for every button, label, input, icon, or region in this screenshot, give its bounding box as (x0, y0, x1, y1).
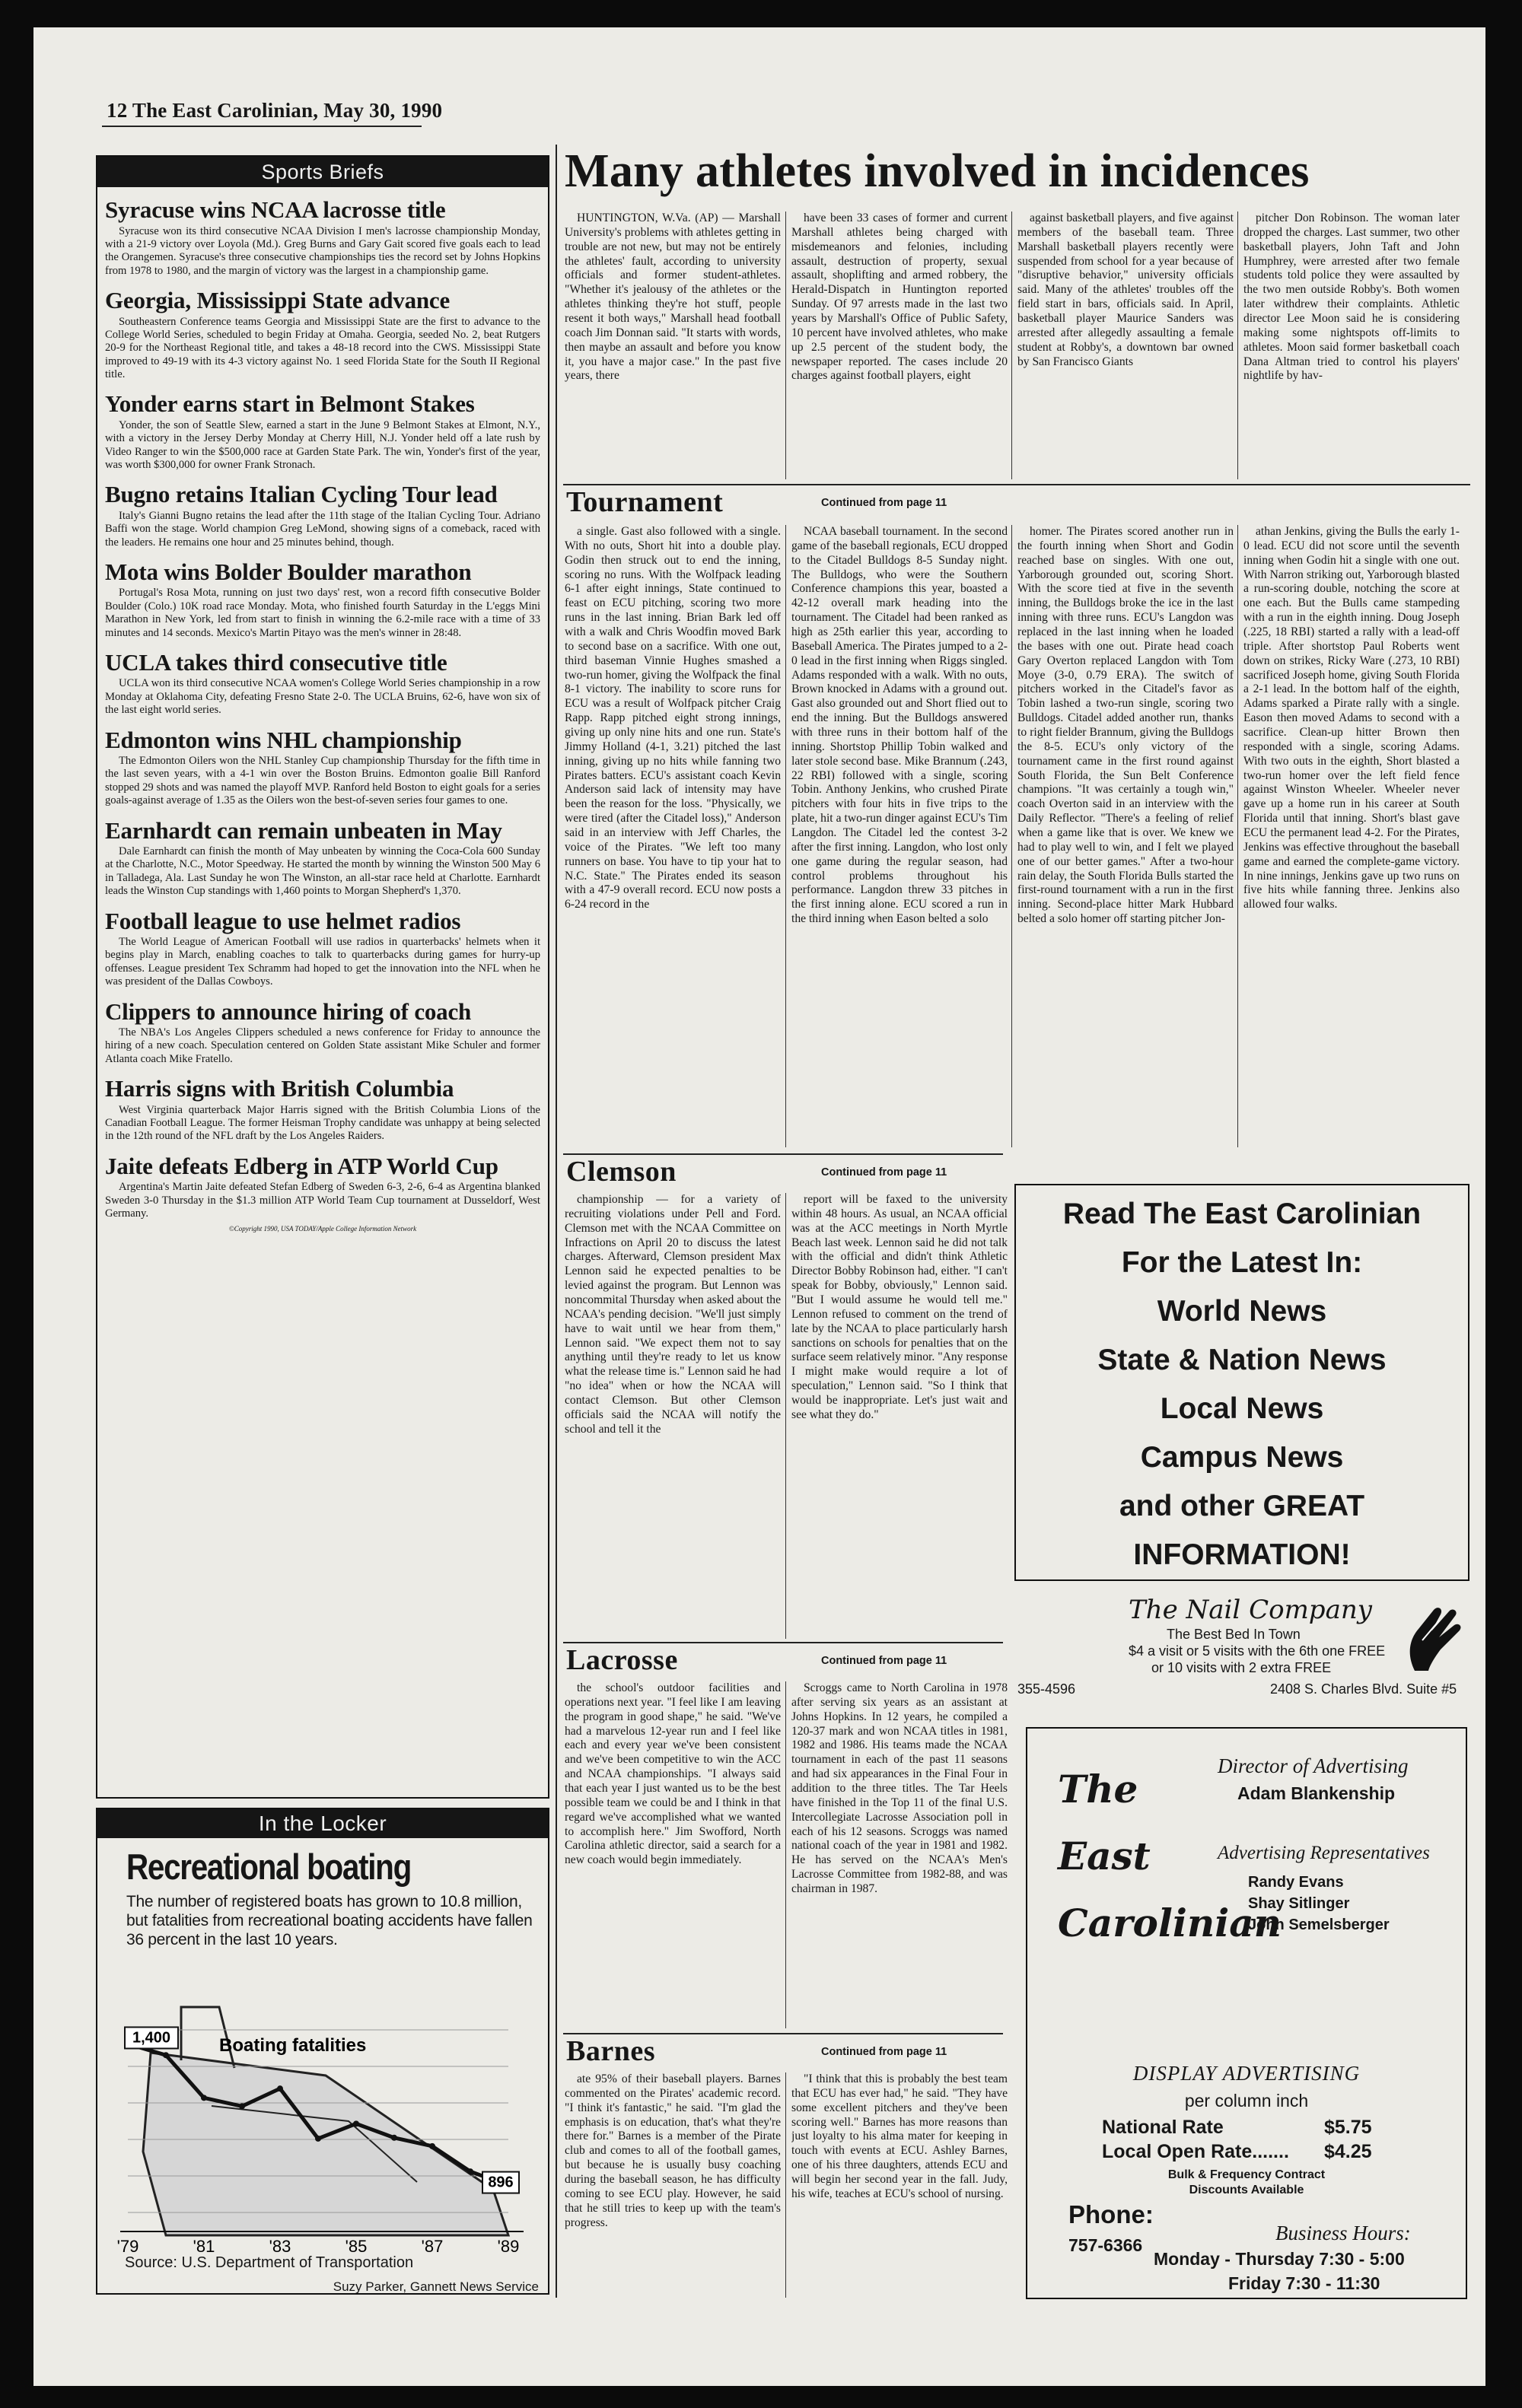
chart-tick-label: '89 (497, 2237, 520, 2256)
brief-headline: Edmonton wins NHL championship (105, 726, 462, 753)
chart-point (239, 2103, 245, 2109)
story-column-rule (785, 1681, 786, 2028)
chart-tick-label: '79 (116, 2237, 139, 2256)
chart-point (163, 2052, 169, 2058)
ec-rep-name: Randy Evans (1248, 1874, 1344, 1891)
ec-advertising-ad (1026, 1727, 1467, 2299)
brief-body (105, 587, 540, 639)
ec-reps-title: Advertising Representatives (1218, 1843, 1430, 1863)
story-column-rule (1237, 525, 1238, 1147)
nail-address: 2408 S. Charles Blvd. Suite #5 (1270, 1681, 1457, 1697)
chart-point (429, 2143, 435, 2149)
brief-body (105, 845, 540, 898)
chart-point (391, 2135, 397, 2141)
boat-hull-icon (143, 2053, 508, 2235)
ec-hours-title: Business Hours: (1275, 2222, 1411, 2244)
chart-data-label-start: 1,400 (132, 2029, 171, 2047)
clemson-column (565, 1193, 781, 1639)
clemson-text: report will be faxed to the university within 48 hours. As usual, an NCAA official was at the ACC meetings in North Myrtle Beach last week. Lennon said he did not talk with the official and didn't think Athletic Director Bobby Robinson had, either. "I can't speak for Bobby, obviously," Lennon said. "But I would assume he would tell me." Lennon refused to comment on the trend of late by the NCAA to place particularly harsh sanctions on schools for penalties that on the surface seem relatively minor. "Any response I might make would require a lot of speculation," Lennon said. "So I think that would be inappropriate. Let's just wait and see what they do." (791, 1193, 1008, 1421)
brief-body (105, 419, 540, 472)
barnes-column (565, 2072, 781, 2298)
main-column (1017, 212, 1234, 479)
chart-tick-label: '83 (269, 2237, 291, 2256)
brief-headline: Georgia, Mississippi State advance (105, 286, 451, 313)
brief-text: Portugal's Rosa Mota, running on just two days' rest, won a record fifth consecutive Bolder Boulder (Colo.) 10K road race Monday. Mota, who finished fourth Saturday in the L'eggs Mini Marathon in New York, led from start to finish in winning the 6.2-mile race with a time of 33 minutes and 14 seconds. Mexico's Martin Pitayo was the men's winner in 28:48. (105, 587, 540, 639)
tournament-title: Tournament (566, 486, 724, 518)
ec-hours2: Friday 7:30 - 11:30 (1228, 2273, 1380, 2293)
brief-text: Yonder, the son of Seattle Slew, earned a start in the June 9 Belmont Stakes at Elmont, N.Y., with a victory in the Jersey Derby Monday at Cherry Hill, N.J. Yonder held off a late rush by Video Ranger to win the $500,000 race at Garden State Park. The win, Yonder's first of the year, was worth $300,000 for owner Frank Stronach. (105, 418, 540, 471)
brief-body (105, 677, 540, 717)
sports-briefs-title: Sports Briefs (97, 157, 548, 187)
in-the-locker-box (96, 1808, 549, 2295)
story-column-rule (1011, 525, 1012, 1147)
read-ad-line: Local News (1160, 1392, 1324, 1425)
brief-headline: Football league to use helmet radios (105, 907, 461, 934)
main-text: have been 33 cases of former and current Marshall athletes being charged with misdemeanors and felonies, including assault, destruction of property, sexual assault, shoplifting and armed robbery, the Herald-Dispatch in Huntington reported Sunday. Of 97 arrests made in the last two years by Marshall's Office of Public Safety, 10 percent have involved athletes, who make up 2.5 percent of the student body, the newspaper reported. The cases include 20 charges against football players, eight (791, 212, 1008, 383)
nail-offer2: or 10 visits with 2 extra FREE (1151, 1660, 1332, 1675)
page-header: 12 The East Carolinian, May 30, 1990 (107, 99, 443, 122)
ec-rep-name: John Semelsberger (1248, 1917, 1390, 1933)
chart-tick-label: '85 (345, 2237, 368, 2256)
brief-text: Dale Earnhardt can finish the month of May unbeaten by winning the Coca-Cola 600 Sunday at the Charlotte, N.C., Motor Speedway. He started the month by winning the Winston 500 May 6 in Talladega, Ala. Last Sunday he won The Winston, an all-star race held at Charlotte. Earnhardt leads the Winston Cup standings with 1,460 points to Morgan Shepherd's 1,370. (105, 845, 540, 898)
chart-subtitle: The number of registered boats has grown to 10.8 million, but fatalities from recreational boating accidents have fallen 36 percent in the last 10 years. (126, 1893, 533, 1949)
ec-logo-word: East (1058, 1834, 1151, 1878)
clemson-continued: Continued from page 11 (821, 1166, 947, 1179)
hand-icon (1392, 1595, 1468, 1678)
column-divider (556, 145, 557, 2298)
locker-title: In the Locker (97, 1809, 548, 1838)
lacrosse-continued: Continued from page 11 (821, 1655, 947, 1667)
brief-body (105, 1026, 540, 1066)
chart-point (467, 2168, 473, 2174)
nail-name: The Nail Company (1129, 1595, 1372, 1625)
ec-display-title: DISPLAY ADVERTISING (1132, 2062, 1361, 2085)
read-ad-line: World News (1157, 1295, 1327, 1328)
story-column-rule (785, 2072, 786, 2298)
ec-local-label: Local Open Rate....... (1102, 2141, 1289, 2162)
read-ad-line: State & Nation News (1097, 1344, 1387, 1376)
tournament-column (565, 525, 781, 1147)
ec-director: Adam Blankenship (1237, 1783, 1396, 1803)
ec-director-title: Director of Advertising (1218, 1754, 1409, 1777)
brief-headline: Jaite defeats Edberg in ATP World Cup (105, 1152, 498, 1179)
ec-per-col: per column inch (1184, 2091, 1309, 2111)
ec-phone-label: Phone: (1068, 2200, 1154, 2228)
story-column-rule (785, 1193, 786, 1639)
chart-point (315, 2136, 321, 2142)
read-ad-line: and other GREAT (1119, 1490, 1365, 1522)
chart-point (277, 2085, 283, 2091)
read-ad-line: Campus News (1140, 1441, 1344, 1474)
chart-legend: Boating fatalities (219, 2035, 367, 2056)
brief-headline: Bugno retains Italian Cycling Tour lead (105, 481, 498, 508)
brief-body (105, 1181, 540, 1220)
brief-body (105, 510, 540, 549)
clemson-title: Clemson (566, 1156, 677, 1188)
brief-headline: Yonder earns start in Belmont Stakes (105, 390, 475, 418)
lacrosse-column (791, 1681, 1008, 2028)
chart-point (201, 2095, 207, 2101)
story-column-rule (785, 525, 786, 1147)
main-text: against basketball players, and five against members of the baseball team. Three Marshall basketball players recently were suspended from school for a year because of "disruptive behavior," university officials said. Many of the athletes' troubles off the field start in bars, officials said. In April, basketball player Maurice Sanders was arrested after allegedly assaulting a female student at Robby's, a downtown bar owned by San Francisco Giants (1017, 212, 1234, 368)
brief-text: Syracuse won its third consecutive NCAA Division I men's lacrosse championship Monday, with a 21-9 victory over Loyola (Md.). Greg Burns and Gary Gait scored five goals each to lead the Orangemen. Syracuse's three consecutive championships ties the record set by Johns Hopkins from 1978 to 1980, and the margin of victory was the largest in a championship game. (105, 224, 540, 277)
briefs-list (97, 198, 548, 1220)
barnes-title: Barnes (566, 2035, 655, 2067)
nail-offer1: $4 a visit or 5 visits with the 6th one FREE (1129, 1643, 1386, 1659)
lacrosse-text: the school's outdoor facilities and operations next year. "I feel like I am leaving the program in good shape," he said. "We've had a marvelous 12-year run and I feel like each and every year we've been consistent and we've been competitive to win the ACC and NCAA championships. "I always said that each year I just wanted us to be the best possible team we could be and I think in that regard we've accomplished what we wanted to accomplish here." Jim Swofford, North Carolina athletic director, said a search for a new coach would begin immediately. (565, 1681, 781, 1867)
tournament-continued: Continued from page 11 (821, 497, 947, 509)
nail-company-ad (1014, 1592, 1469, 1704)
read-ec-ad (1014, 1184, 1469, 1581)
nail-phone: 355-4596 (1017, 1681, 1076, 1697)
brief-headline: Earnhardt can remain unbeaten in May (105, 816, 502, 844)
brief-body (105, 755, 540, 807)
brief-headline: Syracuse wins NCAA lacrosse title (105, 196, 446, 223)
barnes-text: ate 95% of their baseball players. Barnes commented on the Pirates' academic record. "I think it's fantastic," he said. "I'm glad the emphasis is on education, that's what they're there for." Barnes is a member of the Pirate club and comes to all of the football games, but because he is usually busy coaching during the baseball season, he has difficulty coming to see ECU play. However, he said that he still tries to keep up with the team's progress. (565, 2072, 781, 2229)
ec-discounts: Discounts Available (1189, 2184, 1304, 2196)
tournament-text: a single. Gast also followed with a single. With no outs, Short hit into a double play. Godin then struck out to end the inning, scoring no runs. With the Wolfpack leading 6-1 after eight innings, State continued to feast on ECU pitching, scoring two more runs in the last inning. Brian Bark led off with a walk and Chris Woodfin moved Bark to second base on a sacrifice. With one out, third baseman Vinnie Hughes smashed a two-run homer, giving the Wolfpack the final 8-1 victory. The inability to score runs for ECU was a result of Wolfpack pitcher Craig Rapp. Rapp pitched eight strong innings, giving up only nine hits and one run. State's Jimmy Holland (4-1, 3.21) pitched the last inning, giving up no hits while fanning two Pirates batters. ECU's assistant coach Kevin Anderson said lack of intensity may have been the reason for the loss. "Physically, we were tired (after the Citadel loss)," Anderson said in an interview with Jeff Charles, the voice of the Pirates. "We left too many runners on base. You have to tip your hat to N.C. State." The Pirates ended its season with a 47-9 overall record. ECU now posts a 6-24 record in the (565, 525, 781, 911)
brief-headline: Clippers to announce hiring of coach (105, 997, 472, 1025)
boating-chart (97, 1961, 548, 2281)
brief-text: The NBA's Los Angeles Clippers scheduled a news conference for Friday to announce the hiring of a new coach. Speculation centered on Golden State assistant Mike Schuler and former Atlanta coach Mike Fratello. (105, 1026, 540, 1065)
ec-rep-name: Shay Sitlinger (1248, 1895, 1350, 1912)
chart-tick-label: '87 (421, 2237, 444, 2256)
sports-briefs-box (96, 155, 549, 1799)
clemson-column (791, 1193, 1008, 1639)
read-ad-line: For the Latest In: (1121, 1246, 1363, 1279)
chart-title: Recreational boating (126, 1847, 411, 1887)
nail-tagline: The Best Bed In Town (1167, 1627, 1301, 1642)
brief-body (105, 225, 540, 278)
ec-national-value: $5.75 (1324, 2117, 1372, 2138)
lacrosse-text: Scroggs came to North Carolina in 1978 after serving six years as an assistant at Johns Hopkins. In 12 years, he compiled a 120-37 mark and won NCAA titles in 1981, 1982 and 1986. His teams made the NCAA tournament in each of the past 11 seasons and had six appearances in the Final Four in addition to the three titles. The Tar Heels have finished in the Top 11 of the final U.S. Intercollegiate Lacrosse Association poll in each of his 12 seasons. Scroggs was named national coach of the year in 1981 and 1982. He has served on the NCAA's Men's Lacrosse Committee from 1982-88, and was chairman in 1987. (791, 1681, 1008, 1896)
read-ad-line: Read The East Carolinian (1062, 1198, 1422, 1230)
ec-bulk: Bulk & Frequency Contract (1167, 2168, 1326, 2181)
brief-headline: UCLA takes third consecutive title (105, 648, 447, 676)
read-ad-line: INFORMATION! (1133, 1538, 1351, 1571)
lacrosse-column (565, 1681, 781, 2028)
chart-tick-label: '81 (193, 2237, 215, 2256)
ec-hours1: Monday - Thursday 7:30 - 5:00 (1154, 2249, 1405, 2269)
ec-national-label: National Rate (1102, 2117, 1224, 2138)
tournament-text: homer. The Pirates scored another run in the fourth inning when Short and Godin reached base on singles. With one out, Yarborough grounded out, scoring Short. With the score tied at five in the seventh inning, the Bulldogs broke the ice in the last inning with three runs. ECU's Langdon was replaced in the last inning when he loaded the bases with one out. Pirate head coach Gary Overton replaced Langdon with Tom Moye (3-0, 0.79 ERA). The switch of pitchers worked in the Citadel's favor as Tobin lashed a two-run single, scoring two Bulldogs. Citadel added another run, thanks to right fielder Brannum, giving the Bulldogs the 8-5. ECU's only victory of the tournament came in the first round against South Florida, the Sun Belt Conference champions. "It was certainly a tough win," coach Overton said in an interview with the Daily Reflector. "There's a feeling of relief when a game like that is over. We knew we had to play well to win, and I felt we played one of our better games." After a two-hour rain delay, the South Florida Bulls started the first-round tournament with a run in the first inning. Second-place hitter Mark Hubbard belted a solo homer off starting pitcher Jon- (1017, 525, 1234, 926)
brief-body (105, 936, 540, 988)
clemson-text: championship — for a variety of recruiting violations under Pell and Ford. Clemson met with the NCAA Committee on Infractions on April 20 to discuss the latest charges. Afterward, Clemson president Max Lennon said he expected penalties to be levied against the program. But Lennon was noncommital Thursday when asked about the NCAA's pending decision. "We'll just simply have to wait until we hear from them," Lennon said. "We expect them not to say anything until they're ready to let us know what the release time is." Lennon said he had "no idea" when or how the NCAA will contact Clemson. But other Clemson officials said the NCAA will notify the school and tell it the (565, 1193, 781, 1436)
story-column-rule (1237, 212, 1238, 479)
brief-text: Southeastern Conference teams Georgia and Mississippi State are the first to advance to the College World Series, scheduled to begin Friday at Omaha. Georgia, seeded No. 2, beat Rutgers 20-9 for the Northeast Regional title, and takes a 48-18 record into the CWS. Mississippi State improved to 49-19 with its 4-3 victory against No. 1 seed Florida State for the South II Regional title. (105, 315, 540, 380)
ec-local-value: $4.25 (1324, 2141, 1372, 2162)
ec-phone: 757-6366 (1068, 2235, 1143, 2255)
brief-text: Italy's Gianni Bugno retains the lead after the 11th stage of the Italian Cycling Tour. Adriano Baffi won the stage. World champion Greg LeMond, showing signs of a comeback, raced with the leaders. He remains one hour and 25 minutes behind, though. (105, 509, 540, 549)
brief-headline: Harris signs with British Columbia (105, 1075, 454, 1102)
tournament-text: athan Jenkins, giving the Bulls the early 1-0 lead. ECU did not score until the seventh inning when Godin hit a single with one out. With Narron striking out, Yarborough blasted a run-scoring double, notching the score at one each. But the Bulls came stampeding with a run in the eighth inning. Doug Joseph (.225, 18 RBI) started a rally with a lead-off triple. After shortstop Paul Roberts went down on strikes, Ricky Ware (.273, 10 RBI) sacrificed Joseph home, giving South Florida a 2-1 lead. In the bottom half of the eighth, Adams sparked a Pirate rally with a single. Eason then moved Adams to second with a sacrifice. Clean-up hitter Brown then responded with a single, scoring Adams. With two outs in the eighth, Short blasted a two-run homer over the left field fence against Winston Wheeler. Wheeler never gave up a home run in his career at South Florida until that inning. Short's blast gave ECU the permanent lead 4-2. For the Pirates, Jenkins was effective throughout the baseball game and earned the complete-game victory. In nine innings, Jenkins gave up two runs on five hits while fanning three. Jenkins also allowed four walks. (1243, 525, 1460, 911)
brief-text: UCLA won its third consecutive NCAA women's College World Series championship in a row Monday at Oklahoma City, defeating Fresno State 2-0. The UCLA Bruins, 62-6, have won six of the last eight world series. (105, 677, 540, 717)
brief-text: The Edmonton Oilers won the NHL Stanley Cup championship Thursday for the fifth time in the last seven years, with a 4-1 win over the Boston Bruins. Edmonton goalie Bill Ranford stopped 29 shots and was named the playoff MVP. Ranford held Boston to eight goals for a series goals-against average of 1.35 as the Oilers won the best-of-seven series four games to one. (105, 755, 540, 807)
ec-logo-word: Carolinian (1058, 1901, 1282, 1945)
header-rule (102, 126, 422, 127)
tournament-column (1017, 525, 1234, 1147)
chart-data-label-end: 896 (488, 2174, 514, 2191)
main-text: pitcher Don Robinson. The woman later dropped the charges. Last summer, two other basketball players, John Taft and John Humphrey, were arrested after two female students told police they were assaulted by the two men outside Robby's. Both women later withdrew their complaints. Athletic director Lee Moon said he is considering making some nightspots off-limits to athletes. Moon said former basketball coach Dana Altman tried to control his players' nightlife by hav- (1243, 212, 1460, 383)
lacrosse-title: Lacrosse (566, 1644, 678, 1676)
tournament-column (1243, 525, 1460, 1147)
barnes-text: "I think that this is probably the best team that ECU has ever had," he said. "They have some excellent pitchers and they've been scoring well." Barnes has more reasons than just loyalty to his alma mater for keeping in touch with events at ECU. Ashley Barnes, one of his three daughters, attends ECU and will begin her second year in the fall. Judy, his wife, teaches at ECU's school of nursing. (791, 2072, 1008, 2200)
chart-source: Source: U.S. Department of Transportation (125, 2254, 414, 2271)
story-column-rule (1011, 212, 1012, 479)
brief-text: West Virginia quarterback Major Harris signed with the British Columbia Lions of the Canadian Football League. The former Heisman Trophy candidate was unhappy at being selected in the 12th round of the NFL draft by the Los Angeles Raiders. (105, 1103, 540, 1143)
story-column-rule (785, 212, 786, 479)
tournament-text: NCAA baseball tournament. In the second game of the baseball regionals, ECU dropped to the Citadel Bulldogs 8-5 Sunday night. The Bulldogs, who were the Southern Conference champions this year, boasted a 42-12 overall mark heading into the tournament. The Citadel had been ranked as high as 25th earlier this year, according to Baseball America. The Pirates jumped to a 2-0 lead in the first inning when Riggs singled. Adams responded with a walk. With no outs, Brown knocked in Adams with a ground out. Gast also grounded out and Short flied out to end the inning. But the Bulldogs answered with three runs in their bottom half of the inning. Shortstop Phillip Tobin walked and later stole second base. Mike Brannum (.243, 22 RBI) followed with a single, scoring Tobin. Anthony Jenkins, who crushed Pirate pitchers with four hits in five trips to the plate, hit a two-run dinger against ECU's Tim Langdon. The Citadel led the contest 3-2 after the first inning. Langdon, who lost only one game during the regular season, had control problems throughout his performance. Langdon threw 33 pitches in the first inning alone. ECU scored a run in the third inning when Eason belted a solo (791, 525, 1008, 926)
chart-point (353, 2120, 359, 2126)
main-column (565, 212, 781, 479)
main-column (1243, 212, 1460, 479)
tournament-column (791, 525, 1008, 1147)
barnes-continued: Continued from page 11 (821, 2046, 947, 2058)
brief-text: Argentina's Martin Jaite defeated Stefan Edberg of Sweden 6-3, 2-6, 6-4 as Argentina blanked Sweden 3-0 Thursday in the $1.3 million ATP World Team Cup tournament at Dusseldorf, West Germany. (105, 1181, 540, 1220)
main-headline: Many athletes involved in incidences (565, 145, 1310, 197)
ec-logo-word: The (1058, 1767, 1138, 1812)
briefs-credit: ©Copyright 1990, USA TODAY/Apple College Information Network (228, 1225, 417, 1233)
brief-text: The World League of American Football will use radios in quarterbacks' helmets when it begins play in March, enabling coaches to talk to quarterbacks during games for hurry-up offenses. League president Tex Schramm had hoped to get the innovation into the NFL when he was president of the Dallas Cowboys. (105, 936, 540, 988)
chart-byline: Suzy Parker, Gannett News Service (333, 2279, 539, 2294)
brief-body (105, 316, 540, 382)
brief-headline: Mota wins Bolder Boulder marathon (105, 558, 472, 585)
brief-body (105, 1104, 540, 1144)
main-text: HUNTINGTON, W.Va. (AP) — Marshall University's problems with athletes getting in trouble are not new, but may not be entirely the athletes' fault, according to university officials and former student-athletes. "Whether it's jealousy of the athletes or the athletes thinking they're hot stuff, people resent it both ways," Marshall head football coach Jim Donnan said. "It starts with words, then maybe an assault and before you know it, you have a major case." In the past five years, there (565, 212, 781, 383)
barnes-column (791, 2072, 1008, 2298)
main-column (791, 212, 1008, 479)
